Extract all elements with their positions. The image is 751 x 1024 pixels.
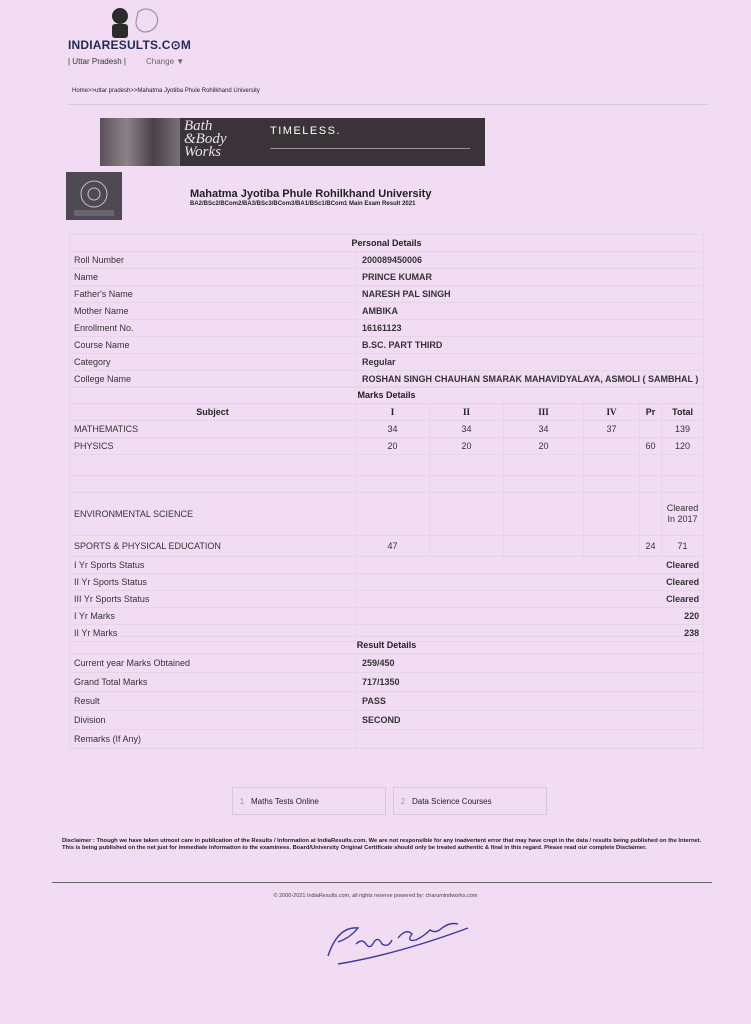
table-row: [70, 286, 704, 303]
category-value: Regular: [356, 354, 704, 371]
paper-2-mark: [430, 536, 504, 557]
col-header-paper-3: III: [504, 404, 584, 421]
table-row: [70, 654, 704, 673]
status-value: 220: [356, 608, 704, 625]
table-row: [70, 371, 704, 388]
subject-row: [70, 438, 704, 455]
paper-1-mark: 34: [356, 421, 430, 438]
section-header-row: [70, 637, 704, 654]
status-value: Cleared: [356, 574, 704, 591]
status-row: [70, 591, 704, 608]
breadcrumb[interactable]: Home>>uttar pradesh>>Mahatma Jyotiba Phule Rohilkhand University: [72, 88, 260, 94]
paper-3-mark: 34: [504, 421, 584, 438]
remarks-value: [356, 730, 704, 749]
table-row: [70, 252, 704, 269]
paper-2-mark: 34: [430, 421, 504, 438]
row-label: College Name: [70, 371, 356, 388]
site-logo-text[interactable]: INDIARESULTS.C⊙M: [68, 38, 192, 52]
marks-details-title: Marks Details: [70, 387, 704, 404]
paper-4-mark: [584, 493, 640, 536]
marks-header-row: [70, 404, 704, 421]
marks-details-table: [69, 386, 704, 642]
status-row: [70, 608, 704, 625]
division-value: SECOND: [356, 711, 704, 730]
table-row: [70, 711, 704, 730]
ad-product-image: [100, 118, 180, 166]
col-header-practical: Pr: [640, 404, 662, 421]
row-label: Course Name: [70, 337, 356, 354]
row-label: Grand Total Marks: [70, 673, 356, 692]
total-mark: 139: [662, 421, 704, 438]
col-header-total: Total: [662, 404, 704, 421]
mother-name-value: AMBIKA: [356, 303, 704, 320]
subject-name: ENVIRONMENTAL SCIENCE: [70, 493, 356, 536]
name-value: PRINCE KUMAR: [356, 269, 704, 286]
row-label: Enrollment No.: [70, 320, 356, 337]
table-row: [70, 354, 704, 371]
paper-4-mark: [584, 438, 640, 455]
subject-row: [70, 421, 704, 438]
status-label: I Yr Sports Status: [70, 557, 356, 574]
col-header-paper-4: IV: [584, 404, 640, 421]
paper-3-mark: [504, 536, 584, 557]
ad-brand: Bath &Body Works: [184, 118, 227, 160]
link-number: 1: [239, 796, 245, 806]
ad-divider: [270, 148, 470, 149]
paper-1-mark: [356, 493, 430, 536]
ad-tagline: TIMELESS.: [270, 125, 341, 137]
state-label: | Uttar Pradesh |: [68, 57, 126, 66]
paper-2-mark: [430, 493, 504, 536]
paper-1-mark: 47: [356, 536, 430, 557]
university-name: Mahatma Jyotiba Phule Rohilkhand University: [190, 188, 432, 200]
table-row: [70, 320, 704, 337]
result-value: PASS: [356, 692, 704, 711]
course-value: B.SC. PART THIRD: [356, 337, 704, 354]
copyright-text: © 2000-2021 IndiaResults.com, all rights reserve powered by: charumindworks.com: [273, 893, 478, 899]
link-label[interactable]: Data Science Courses: [412, 796, 492, 806]
college-value: ROSHAN SINGH CHAUHAN SMARAK MAHAVIDYALAYA, ASMOLI ( SAMBHAL ): [356, 371, 704, 388]
row-label: Father's Name: [70, 286, 356, 303]
exam-title: BA2/BSc2/BCom2/BA3/BSc3/BCom3/BA1/BSc1/BCom1 Main Exam Result 2021: [190, 201, 416, 207]
university-emblem-icon: [66, 172, 122, 220]
divider: [68, 104, 708, 105]
status-row: [70, 574, 704, 591]
table-row: [70, 692, 704, 711]
grand-total-value: 717/1350: [356, 673, 704, 692]
col-header-subject: Subject: [70, 404, 356, 421]
status-label: I Yr Marks: [70, 608, 356, 625]
status-label: III Yr Sports Status: [70, 591, 356, 608]
empty-row: [70, 455, 704, 476]
current-marks-value: 259/450: [356, 654, 704, 673]
total-mark: 120: [662, 438, 704, 455]
personal-details-title: Personal Details: [70, 235, 704, 252]
row-label: Category: [70, 354, 356, 371]
paper-4-mark: 37: [584, 421, 640, 438]
status-label: II Yr Marks: [70, 625, 356, 642]
row-label: Remarks (If Any): [70, 730, 356, 749]
practical-mark: 24: [640, 536, 662, 557]
row-label: Name: [70, 269, 356, 286]
disclaimer-text: Disclaimer : Though we have taken utmost care in publication of the Results / Information at IndiaResults.com. We are not responsible for any inadvertent error that may have crept in the data / results being published on the Internet. This is being published on the net just for immediate information to the examinees. Board/University Original Certificate should only be treated authentic & final in this regard. Please read our complete Disclaimer.: [62, 838, 702, 851]
divider: [52, 882, 712, 883]
enrollment-value: 16161123: [356, 320, 704, 337]
paper-2-mark: 20: [430, 438, 504, 455]
practical-mark: [640, 421, 662, 438]
subject-name: MATHEMATICS: [70, 421, 356, 438]
indiaresults-logo-icon: [108, 4, 180, 40]
subject-name: PHYSICS: [70, 438, 356, 455]
link-label[interactable]: Maths Tests Online: [251, 796, 319, 806]
col-header-paper-1: I: [356, 404, 430, 421]
section-header-row: [70, 387, 704, 404]
subject-name: SPORTS & PHYSICAL EDUCATION: [70, 536, 356, 557]
empty-row: [70, 476, 704, 493]
status-value: 238: [356, 625, 704, 642]
personal-details-table: [69, 234, 704, 388]
table-row: [70, 337, 704, 354]
total-mark: 71: [662, 536, 704, 557]
table-row: [70, 303, 704, 320]
result-details-title: Result Details: [70, 637, 704, 654]
change-state-link[interactable]: Change ▼: [146, 57, 185, 66]
paper-3-mark: [504, 493, 584, 536]
link-maths-tests-online[interactable]: [232, 787, 386, 815]
total-status: Cleared In 2017: [662, 493, 704, 536]
university-emblem: [66, 172, 122, 220]
table-row: [70, 730, 704, 749]
handwritten-signature: [318, 908, 478, 968]
ad-banner[interactable]: [100, 118, 485, 166]
father-name-value: NARESH PAL SINGH: [356, 286, 704, 303]
subject-row: [70, 536, 704, 557]
paper-4-mark: [584, 536, 640, 557]
paper-1-mark: 20: [356, 438, 430, 455]
practical-mark: [640, 493, 662, 536]
status-value: Cleared: [356, 557, 704, 574]
link-number: 2: [400, 796, 406, 806]
paper-3-mark: 20: [504, 438, 584, 455]
col-header-paper-2: II: [430, 404, 504, 421]
practical-mark: 60: [640, 438, 662, 455]
row-label: Current year Marks Obtained: [70, 654, 356, 673]
link-data-science-courses[interactable]: [393, 787, 547, 815]
status-label: II Yr Sports Status: [70, 574, 356, 591]
status-value: Cleared: [356, 591, 704, 608]
status-row: [70, 557, 704, 574]
row-label: Result: [70, 692, 356, 711]
result-details-table: [69, 636, 704, 749]
row-label: Roll Number: [70, 252, 356, 269]
row-label: Division: [70, 711, 356, 730]
table-row: [70, 673, 704, 692]
subject-row: [70, 493, 704, 536]
roll-number-value: 200089450006: [356, 252, 704, 269]
row-label: Mother Name: [70, 303, 356, 320]
section-header-row: [70, 235, 704, 252]
table-row: [70, 269, 704, 286]
